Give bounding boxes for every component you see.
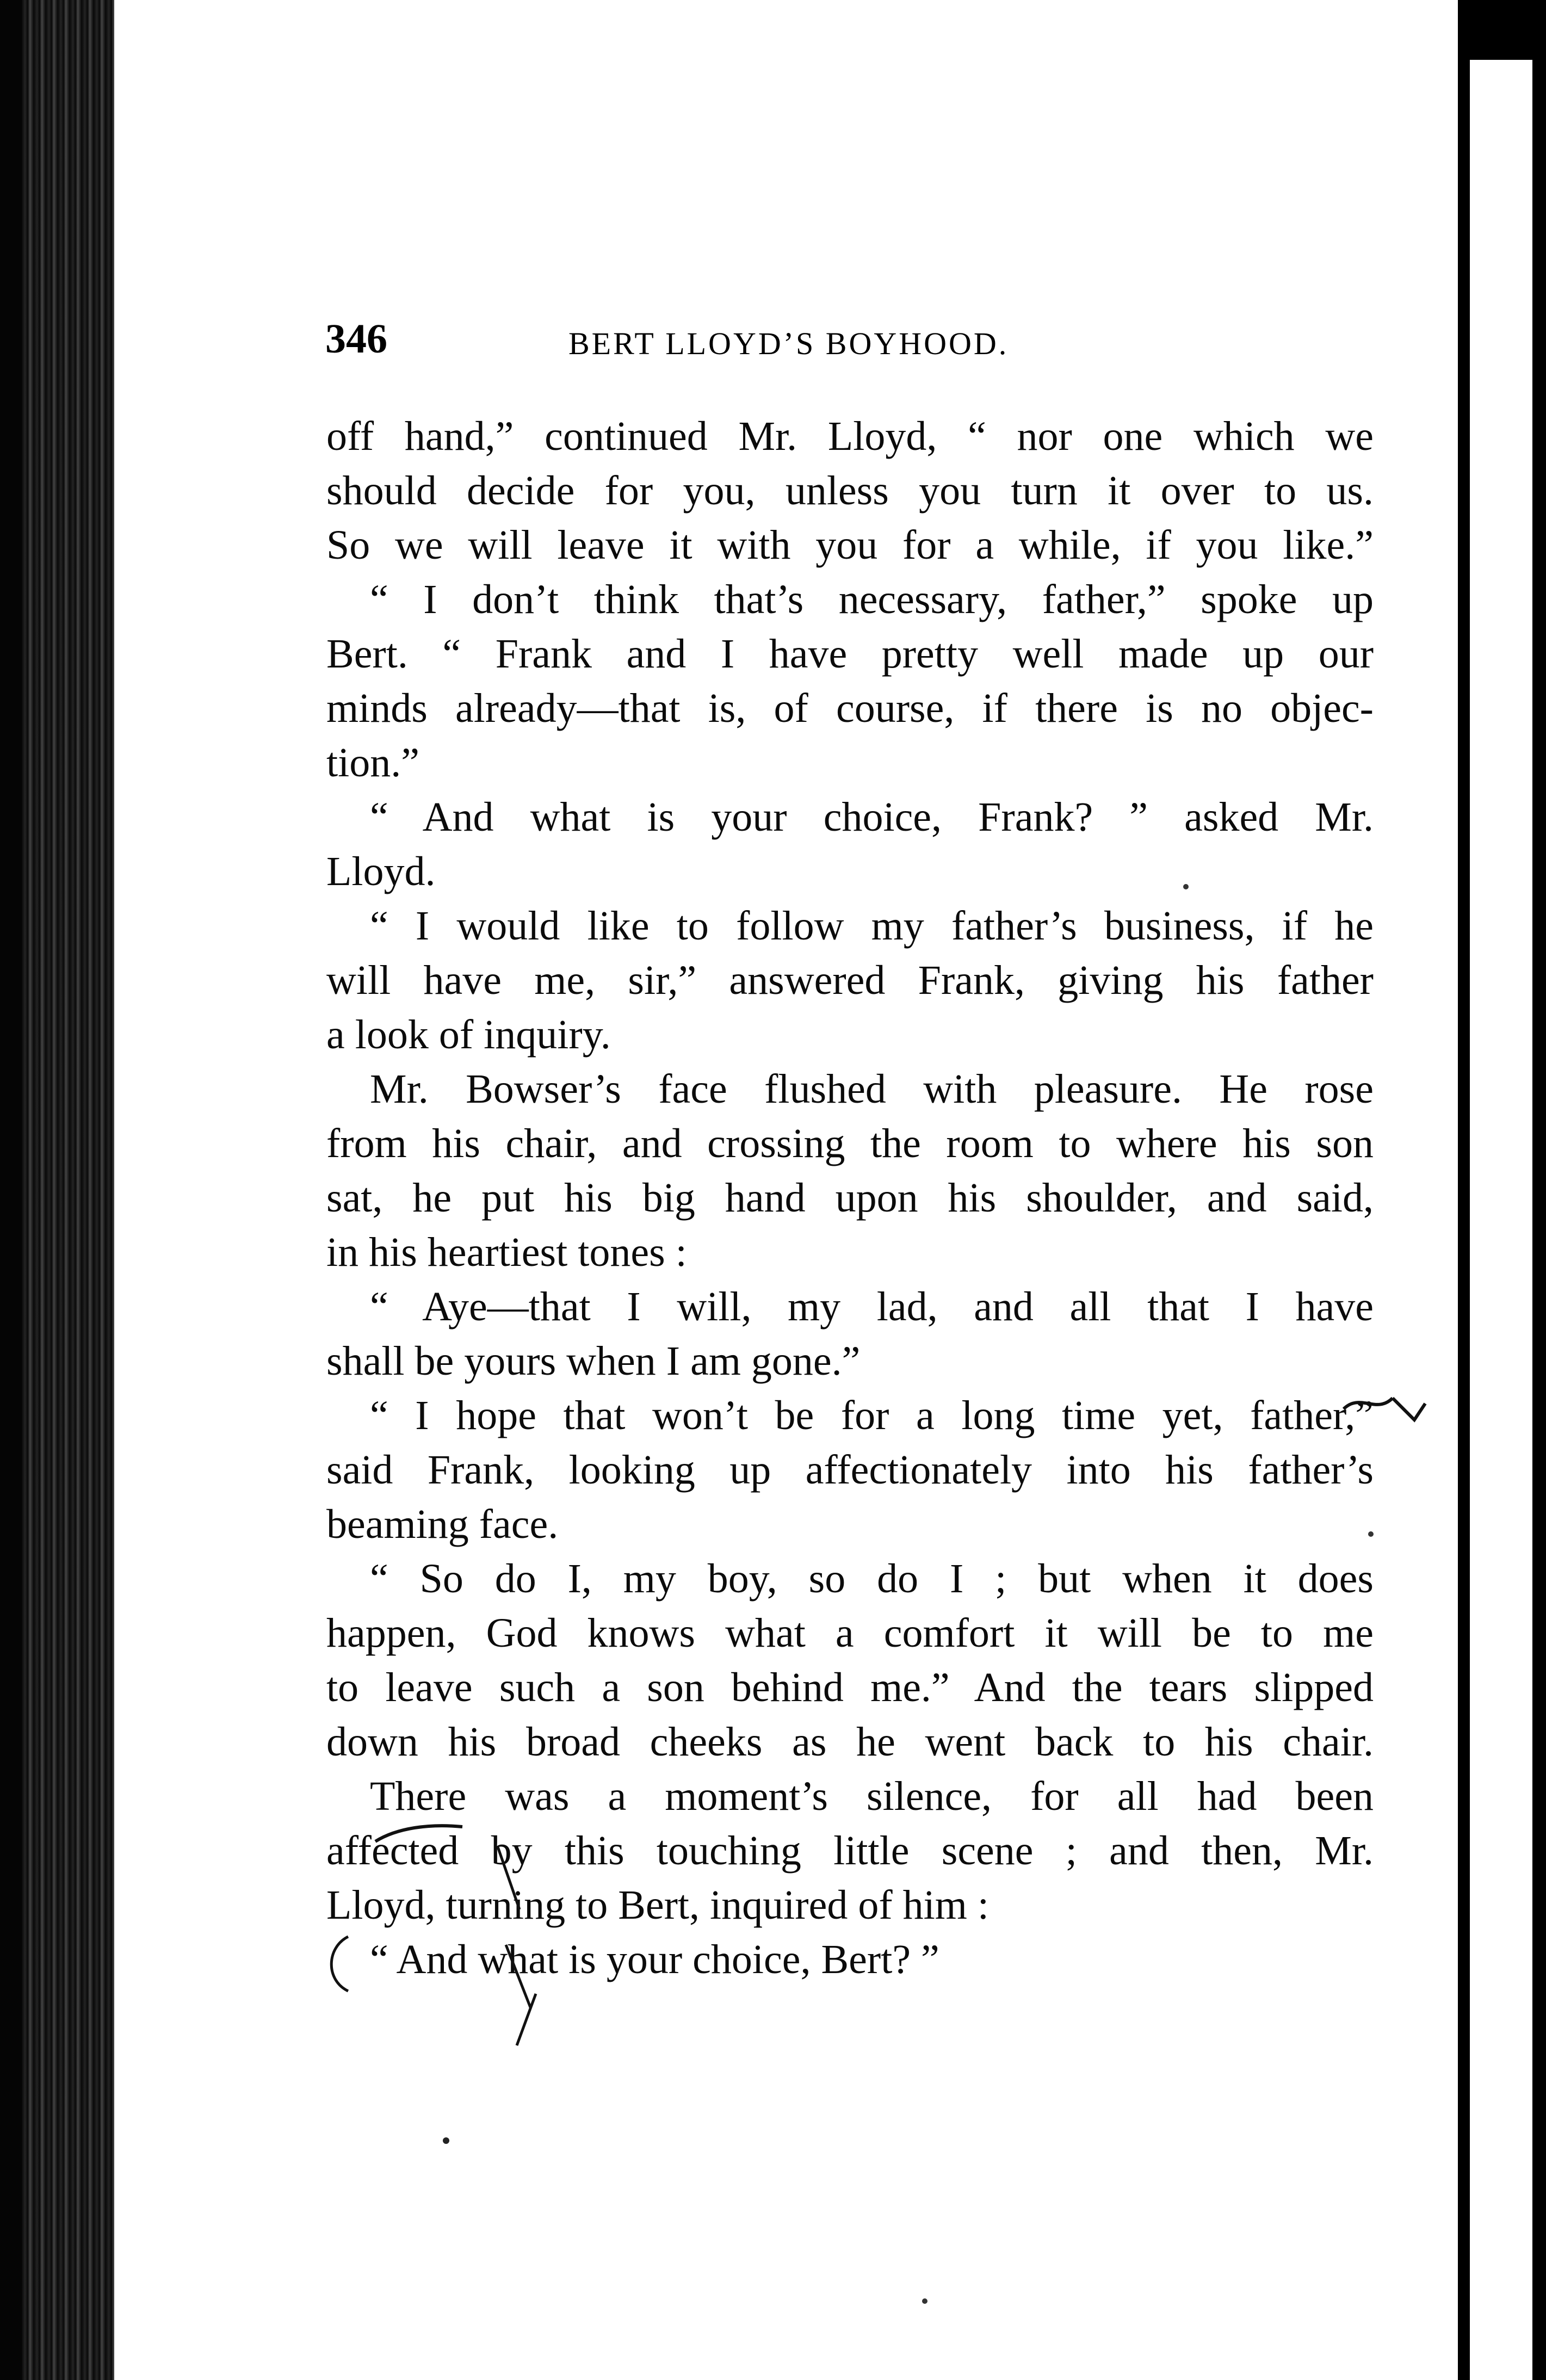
text-line: “ And what is your choice, Bert? ” [370,1937,939,1982]
text-line: Mr. Bowser’s face flushed with pleasure. He rose [370,1066,1374,1112]
text-line: sat, he put his big hand upon his shoulder, and said, [326,1175,1374,1221]
text-line: beaming face. [326,1501,559,1547]
text-line: “ So do I, my boy, so do I ; but when it does [370,1556,1374,1602]
text-line: “ I hope that won’t be for a long time yet, father,” [370,1393,1374,1438]
text-line: Lloyd. [326,849,436,894]
text-line: affected by this touching little scene ; and then, Mr. [326,1828,1374,1874]
text-line: said Frank, looking up affectionately into his father’s [326,1447,1374,1493]
text-line: from his chair, and crossing the room to where his son [326,1121,1374,1166]
text-line: in his heartiest tones : [326,1229,687,1275]
text-line: should decide for you, unless you turn it over to us. [326,468,1374,514]
text-line: tion.” [326,740,419,786]
text-line: “ And what is your choice, Frank? ” asked Mr. [370,794,1374,840]
body-text [326,409,1374,1987]
text-line: to leave such a son behind me.” And the tears slipped [326,1665,1374,1710]
text-line: So we will leave it with you for a while, if you like.” [326,522,1374,568]
text-line: minds already—that is, of course, if there is no objec- [326,685,1374,731]
running-head: BERT LLOYD’S BOYHOOD. [568,326,1009,361]
text-line: “ Aye—that I will, my lad, and all that I have [370,1284,1374,1330]
page-number: 346 [325,316,387,362]
text-line: will have me, sir,” answered Frank, giving his father [326,957,1374,1003]
text-line: There was a moment’s silence, for all had been [370,1773,1374,1819]
text-line: Bert. “ Frank and I have pretty well made up our [326,631,1374,677]
text-line: down his broad cheeks as he went back to his chair. [326,1719,1374,1765]
text-line: happen, God knows what a comfort it will be to me [326,1610,1374,1656]
right-page-strip [1463,60,1532,2380]
text-line: “ I would like to follow my father’s business, if he [370,903,1374,949]
text-line: off hand,” continued Mr. Lloyd, “ nor one which we [326,413,1374,459]
text-line: Lloyd, turning to Bert, inquired of him : [326,1882,989,1928]
text-line: a look of inquiry. [326,1012,611,1058]
text-line: shall be yours when I am gone.” [326,1338,861,1384]
text-line: “ I don’t think that’s necessary, father,” spoke up [370,577,1374,622]
